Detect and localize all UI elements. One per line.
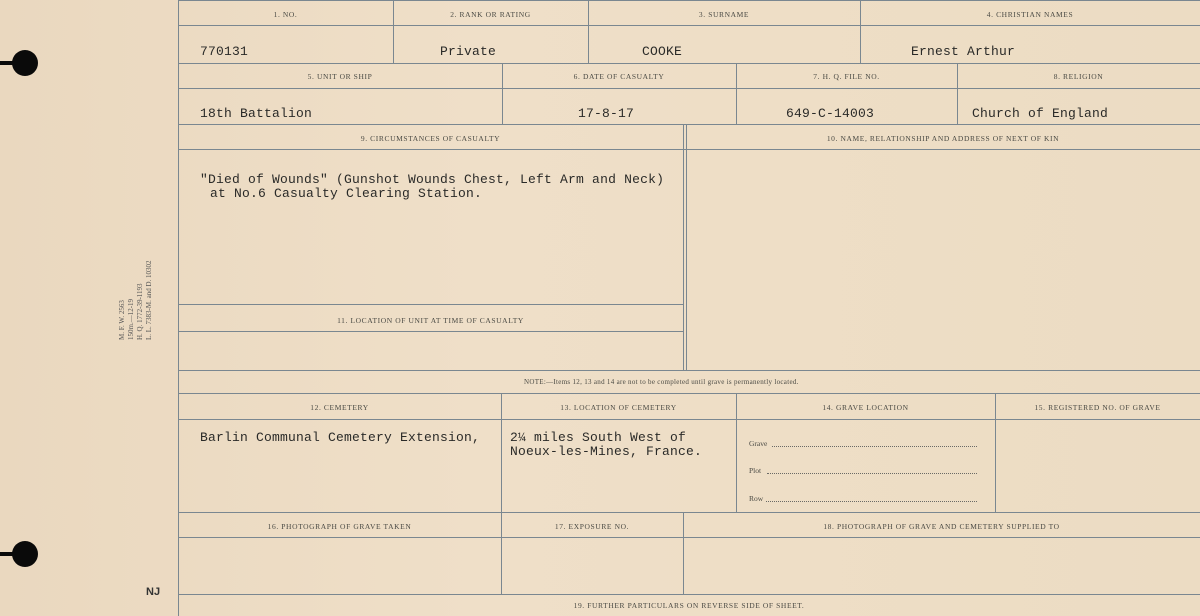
grave-label: Grave xyxy=(749,439,768,448)
value-rank: Private xyxy=(440,44,497,59)
header-cemetery: 12. CEMETERY xyxy=(310,403,369,412)
value-unit: 18th Battalion xyxy=(200,106,313,121)
value-no: 770131 xyxy=(200,44,249,59)
side-print: M. F. W. 2563 150m.—12-19 H. Q. 1772-39-1193 L. L. 7383-M. and D. 10302 xyxy=(118,260,153,340)
header-location-unit: 11. LOCATION OF UNIT AT TIME OF CASUALTY xyxy=(337,316,524,325)
row-label: Row xyxy=(749,494,764,503)
value-circumstances-line1: "Died of Wounds" (Gunshot Wounds Chest, Left Arm and Neck) xyxy=(200,172,665,187)
header-hq-file: 7. H. Q. FILE NO. xyxy=(813,72,880,81)
value-date-casualty: 17-8-17 xyxy=(578,106,635,121)
header-christian-names: 4. CHRISTIAN NAMES xyxy=(986,10,1074,19)
header-next-of-kin: 10. NAME, RELATIONSHIP AND ADDRESS OF NEXT OF KIN xyxy=(826,134,1060,143)
header-further: 19. FURTHER PARTICULARS ON REVERSE SIDE OF SHEET. xyxy=(573,601,805,610)
plot-label: Plot xyxy=(749,466,762,475)
value-surname: COOKE xyxy=(642,44,683,59)
header-religion: 8. RELIGION xyxy=(1053,72,1104,81)
header-surname: 3. SURNAME xyxy=(698,10,750,19)
header-unit: 5. UNIT OR SHIP xyxy=(307,72,373,81)
header-photo-supplied: 18. PHOTOGRAPH OF GRAVE AND CEMETERY SUPPLIED TO xyxy=(823,522,1060,531)
punch-hole-top xyxy=(12,50,38,76)
value-location-cemetery-line1: 2¼ miles South West of xyxy=(510,430,687,445)
value-cemetery: Barlin Communal Cemetery Extension, xyxy=(200,430,481,445)
note-text: NOTE:—Items 12, 13 and 14 are not to be completed until grave is permanently located. xyxy=(524,378,799,386)
punch-hole-bottom xyxy=(12,541,38,567)
initials-mark: NJ xyxy=(146,586,161,598)
value-religion: Church of England xyxy=(972,106,1109,121)
header-circumstances: 9. CIRCUMSTANCES OF CASUALTY xyxy=(360,134,501,143)
value-hq-file: 649-C-14003 xyxy=(786,106,875,121)
header-photo-taken: 16. PHOTOGRAPH OF GRAVE TAKEN xyxy=(267,522,412,531)
value-christian-names: Ernest Arthur xyxy=(911,44,1016,59)
header-date-casualty: 6. DATE OF CASUALTY xyxy=(573,72,665,81)
value-circumstances-line2: at No.6 Casualty Clearing Station. xyxy=(210,186,483,201)
header-no: 1. NO. xyxy=(273,10,298,19)
header-exposure: 17. EXPOSURE NO. xyxy=(554,522,630,531)
header-registered-no: 15. REGISTERED NO. OF GRAVE xyxy=(1034,403,1161,412)
header-location-cemetery: 13. LOCATION OF CEMETERY xyxy=(560,403,677,412)
header-rank: 2. RANK OR RATING xyxy=(450,10,531,19)
header-grave-location: 14. GRAVE LOCATION xyxy=(822,403,909,412)
value-location-cemetery-line2: Noeux-les-Mines, France. xyxy=(510,444,703,459)
